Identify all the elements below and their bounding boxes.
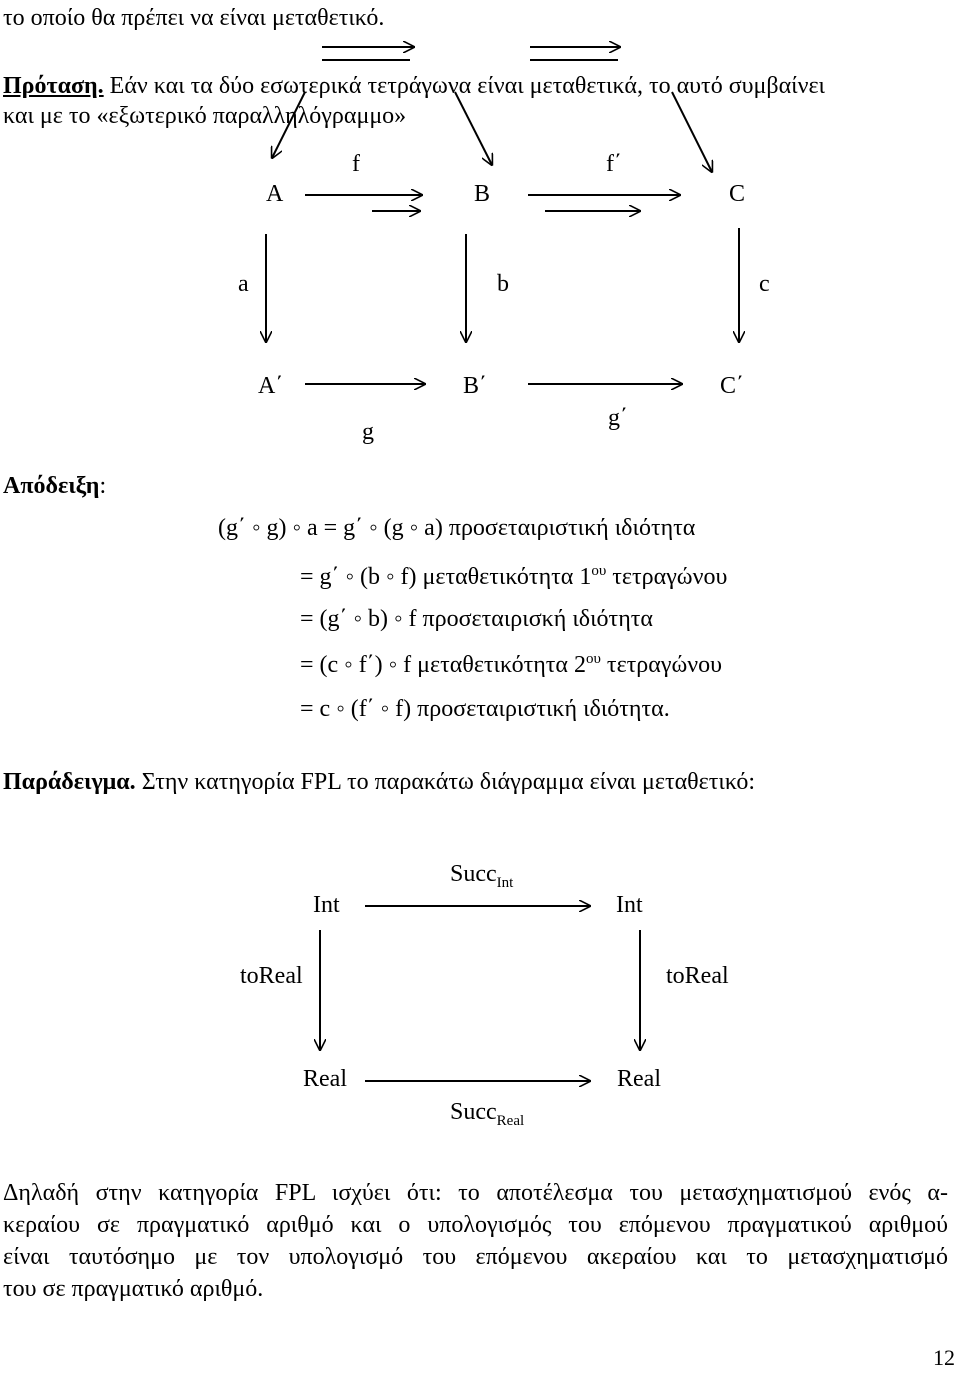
- proof-step-4-after: τετραγώνου: [600, 652, 722, 678]
- example-label: Παράδειγμα.: [3, 769, 136, 795]
- conclusion-line-4: του σε πραγματικό αριθμό.: [3, 1276, 264, 1302]
- label-succ-real: [450, 1100, 524, 1129]
- succ-real-base: Succ: [450, 1099, 497, 1125]
- label-f-prime: f΄: [606, 151, 622, 177]
- page-number: 12: [933, 1345, 955, 1370]
- proof-step-5: [300, 697, 670, 721]
- label-f: f: [352, 151, 360, 177]
- proof-step-1-text: (g΄ ◦ g) ◦ a = g΄ ◦ (g ◦ a) προσεταιριστική ιδιότητα: [218, 515, 696, 541]
- example-line: [3, 770, 755, 794]
- proof-step-2-after: τετραγώνου: [606, 564, 728, 590]
- diag-arrow-C: [672, 92, 712, 172]
- node-real-right: Real: [617, 1066, 661, 1092]
- proof-step-2-text: = g΄ ◦ (b ◦ f) μεταθετικότητα 1: [300, 564, 592, 590]
- proof-heading: [3, 474, 106, 498]
- node-B: B: [474, 181, 491, 207]
- node-int-left: Int: [313, 892, 340, 918]
- diag-arrow-B: [455, 92, 492, 165]
- example-text: Στην κατηγορία FPL το παρακάτω διάγραμμα είναι μεταθετικό:: [141, 769, 756, 795]
- label-g-prime: g΄: [608, 405, 628, 431]
- node-C: C: [729, 181, 746, 207]
- proposition-line-1: [3, 74, 825, 98]
- conclusion-line-3: είναι ταυτόσημο με τον υπολογισμό του επόμενου ακεραίου και το μετασχηματισμό: [3, 1244, 948, 1270]
- proof-step-4-text: = (c ◦ f΄) ◦ f μεταθετικότητα 2: [300, 652, 586, 678]
- proof-colon: :: [99, 473, 107, 499]
- node-C-prime: C΄: [720, 373, 744, 399]
- node-A-prime: A΄: [258, 373, 284, 399]
- conclusion-line-1: Δηλαδή στην κατηγορία FPL ισχύει ότι: το αποτέλεσμα του μετασχηματισμού ενός α-: [3, 1180, 948, 1206]
- label-toreal-left: toReal: [240, 963, 303, 989]
- proof-step-2-sup: ου: [591, 563, 607, 579]
- label-succ-int: [450, 862, 513, 891]
- succ-int-sub: Int: [496, 874, 514, 891]
- succ-int-base: Succ: [450, 861, 497, 887]
- proof-step-3: [300, 607, 653, 631]
- node-A: A: [266, 181, 284, 207]
- node-B-prime: B΄: [463, 373, 487, 399]
- conclusion-line-2: κεραίου σε πραγματικό αριθμό και ο υπολογισμός του επόμενου πραγματικού αριθμού: [3, 1212, 948, 1238]
- label-a: a: [238, 271, 249, 297]
- proposition-label: Πρόταση.: [3, 73, 104, 99]
- proposition-line-2: και με το «εξωτερικό παραλληλόγραμμο»: [3, 103, 407, 129]
- proof-step-3-text: = (g΄ ◦ b) ◦ f προσεταιρισκή ιδιότητα: [300, 606, 653, 632]
- proof-step-5-text: = c ◦ (f΄ ◦ f) προσεταιριστική ιδιότητα.: [300, 696, 670, 722]
- label-c: c: [759, 271, 770, 297]
- label-b: b: [497, 271, 509, 297]
- proof-label: Απόδειξη: [3, 473, 100, 499]
- proof-step-1: [218, 516, 695, 540]
- proof-step-4-sup: ου: [585, 651, 601, 667]
- node-int-right: Int: [616, 892, 643, 918]
- proof-step-2: [300, 564, 727, 589]
- proposition-text-1: Εάν και τα δύο εσωτερικά τετράγωνα είναι μεταθετικά, το αυτό συμβαίνει: [109, 73, 826, 99]
- label-toreal-right: toReal: [666, 963, 729, 989]
- intro-line: το οποίο θα πρέπει να είναι μεταθετικό.: [3, 5, 385, 31]
- succ-real-sub: Real: [496, 1112, 525, 1129]
- node-real-left: Real: [303, 1066, 347, 1092]
- proof-step-4: [300, 652, 722, 677]
- label-g: g: [362, 419, 374, 445]
